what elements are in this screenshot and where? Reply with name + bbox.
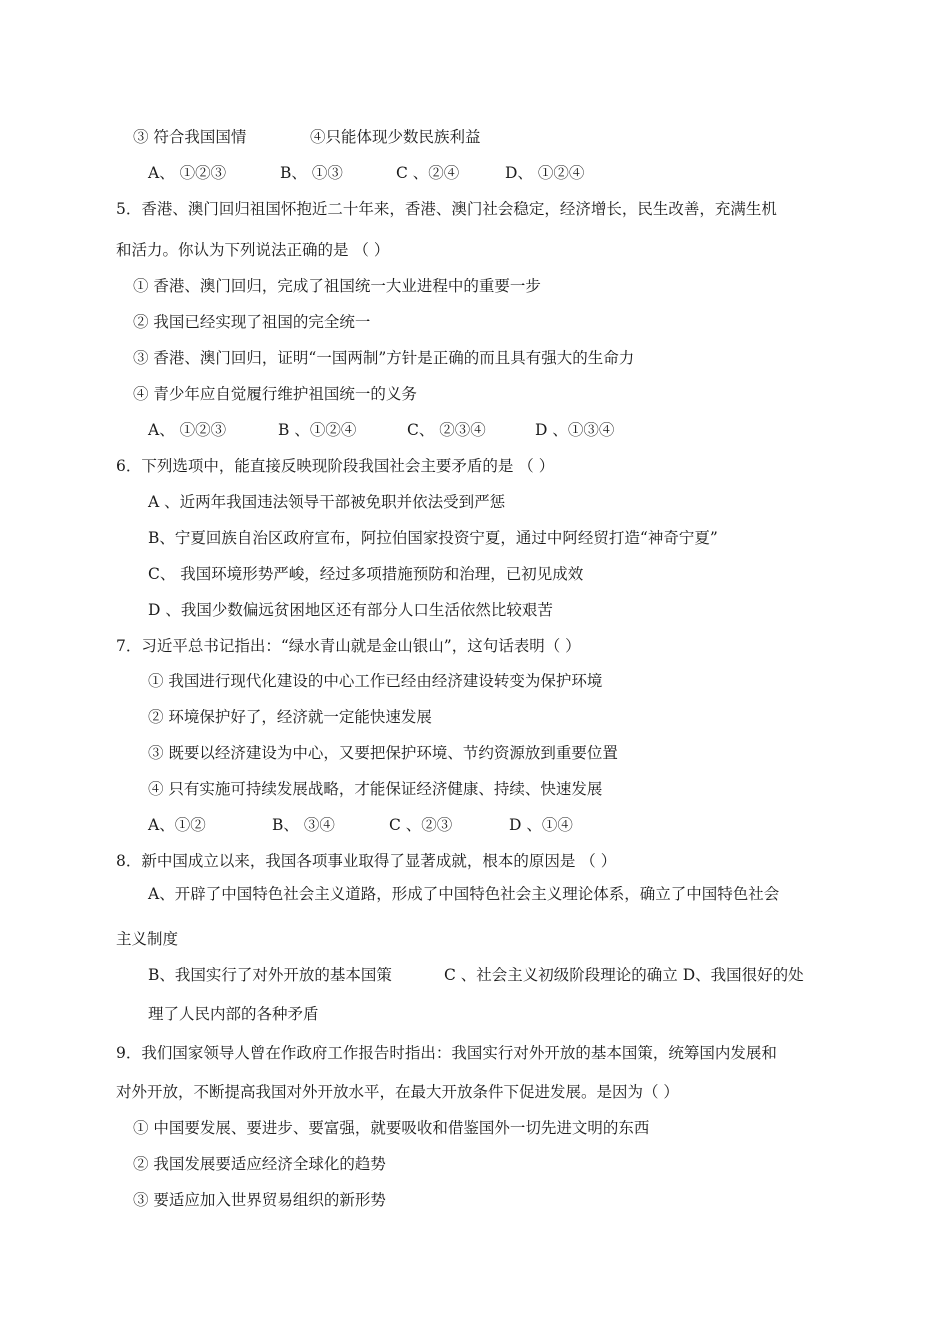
- q5-statement-1: ① 香港、澳门回归，完成了祖国统一大业进程中的重要一步: [133, 277, 541, 295]
- q9-stem-line-2: 对外开放，不断提高我国对外开放水平，在最大开放条件下促进发展。是因为（ ）: [116, 1083, 679, 1101]
- q9-statement-1: ① 中国要发展、要进步、要富强，就要吸收和借鉴国外一切先进文明的东西: [133, 1119, 650, 1137]
- statement-3: ③ 符合我国国情: [133, 128, 247, 146]
- choice-b: B、 ③④: [272, 816, 335, 834]
- q6-stem: 6．下列选项中，能直接反映现阶段我国社会主要矛盾的是 （ ）: [116, 457, 555, 475]
- q7-answer-choices: [148, 815, 748, 835]
- choice-d: D 、①③④: [535, 421, 615, 439]
- q7-statement-3: ③ 既要以经济建设为中心，又要把保护环境、节约资源放到重要位置: [148, 744, 618, 762]
- choice-a: A、①②: [148, 816, 206, 834]
- q6-option-c: C、 我国环境形势严峻，经过多项措施预防和治理，已初见成效: [148, 565, 584, 583]
- q4-answer-choices: [148, 163, 748, 183]
- q8-option-a-line-1: A、开辟了中国特色社会主义道路，形成了中国特色社会主义理论体系，确立了中国特色社会: [148, 885, 780, 903]
- choice-a: A、 ①②③: [148, 164, 227, 182]
- q5-stem-line-1: 5．香港、澳门回归祖国怀抱近二十年来，香港、澳门社会稳定，经济增长，民生改善，充满生机: [116, 200, 777, 218]
- choice-d: D、 ①②④: [505, 164, 585, 182]
- q7-statement-1: ① 我国进行现代化建设的中心工作已经由经济建设转变为保护环境: [148, 672, 603, 690]
- q5-stem-line-2: 和活力。你认为下列说法正确的是 （ ）: [116, 241, 390, 259]
- q8-option-d-line-2: 理了人民内部的各种矛盾: [148, 1005, 319, 1023]
- q8-options-b-c-d: [148, 965, 838, 985]
- option-c-d: C 、社会主义初级阶段理论的确立 D、我国很好的处: [444, 966, 804, 984]
- q7-statement-4: ④ 只有实施可持续发展战略，才能保证经济健康、持续、快速发展: [148, 780, 603, 798]
- q9-statement-2: ② 我国发展要适应经济全球化的趋势: [133, 1155, 386, 1173]
- choice-c: C、 ②③④: [407, 421, 486, 439]
- q7-statement-2: ② 环境保护好了，经济就一定能快速发展: [148, 708, 432, 726]
- q9-stem-line-1: 9．我们国家领导人曾在作政府工作报告时指出：我国实行对外开放的基本国策，统筹国内发展和: [116, 1044, 777, 1062]
- q5-statement-4: ④ 青少年应自觉履行维护祖国统一的义务: [133, 385, 417, 403]
- choice-c: C 、②④: [396, 164, 460, 182]
- q4-option-3-4: [133, 127, 481, 147]
- q6-option-b: B、宁夏回族自治区政府宣布，阿拉伯国家投资宁夏，通过中阿经贸打造“神奇宁夏”: [148, 529, 718, 547]
- choice-d: D 、①④: [509, 816, 573, 834]
- q8-option-a-line-2: 主义制度: [116, 930, 179, 948]
- option-b: B、我国实行了对外开放的基本国策: [148, 966, 392, 984]
- q6-option-d: D 、我国少数偏远贫困地区还有部分人口生活依然比较艰苦: [148, 601, 553, 619]
- choice-c: C 、②③: [389, 816, 453, 834]
- q6-option-a: A 、近两年我国违法领导干部被免职并依法受到严惩: [148, 493, 506, 511]
- q8-stem: 8．新中国成立以来，我国各项事业取得了显著成就，根本的原因是 （ ）: [116, 852, 617, 870]
- choice-a: A、 ①②③: [148, 421, 227, 439]
- choice-b: B、 ①③: [280, 164, 343, 182]
- q9-statement-3: ③ 要适应加入世界贸易组织的新形势: [133, 1191, 386, 1209]
- q5-statement-3: ③ 香港、澳门回归，证明“一国两制”方针是正确的而且具有强大的生命力: [133, 349, 635, 367]
- q7-stem: 7．习近平总书记指出：“绿水青山就是金山银山”，这句话表明（ ）: [116, 637, 581, 655]
- q5-answer-choices: [148, 420, 748, 440]
- statement-4: ④只能体现少数民族利益: [310, 128, 481, 146]
- choice-b: B 、①②④: [278, 421, 357, 439]
- q5-statement-2: ② 我国已经实现了祖国的完全统一: [133, 313, 371, 331]
